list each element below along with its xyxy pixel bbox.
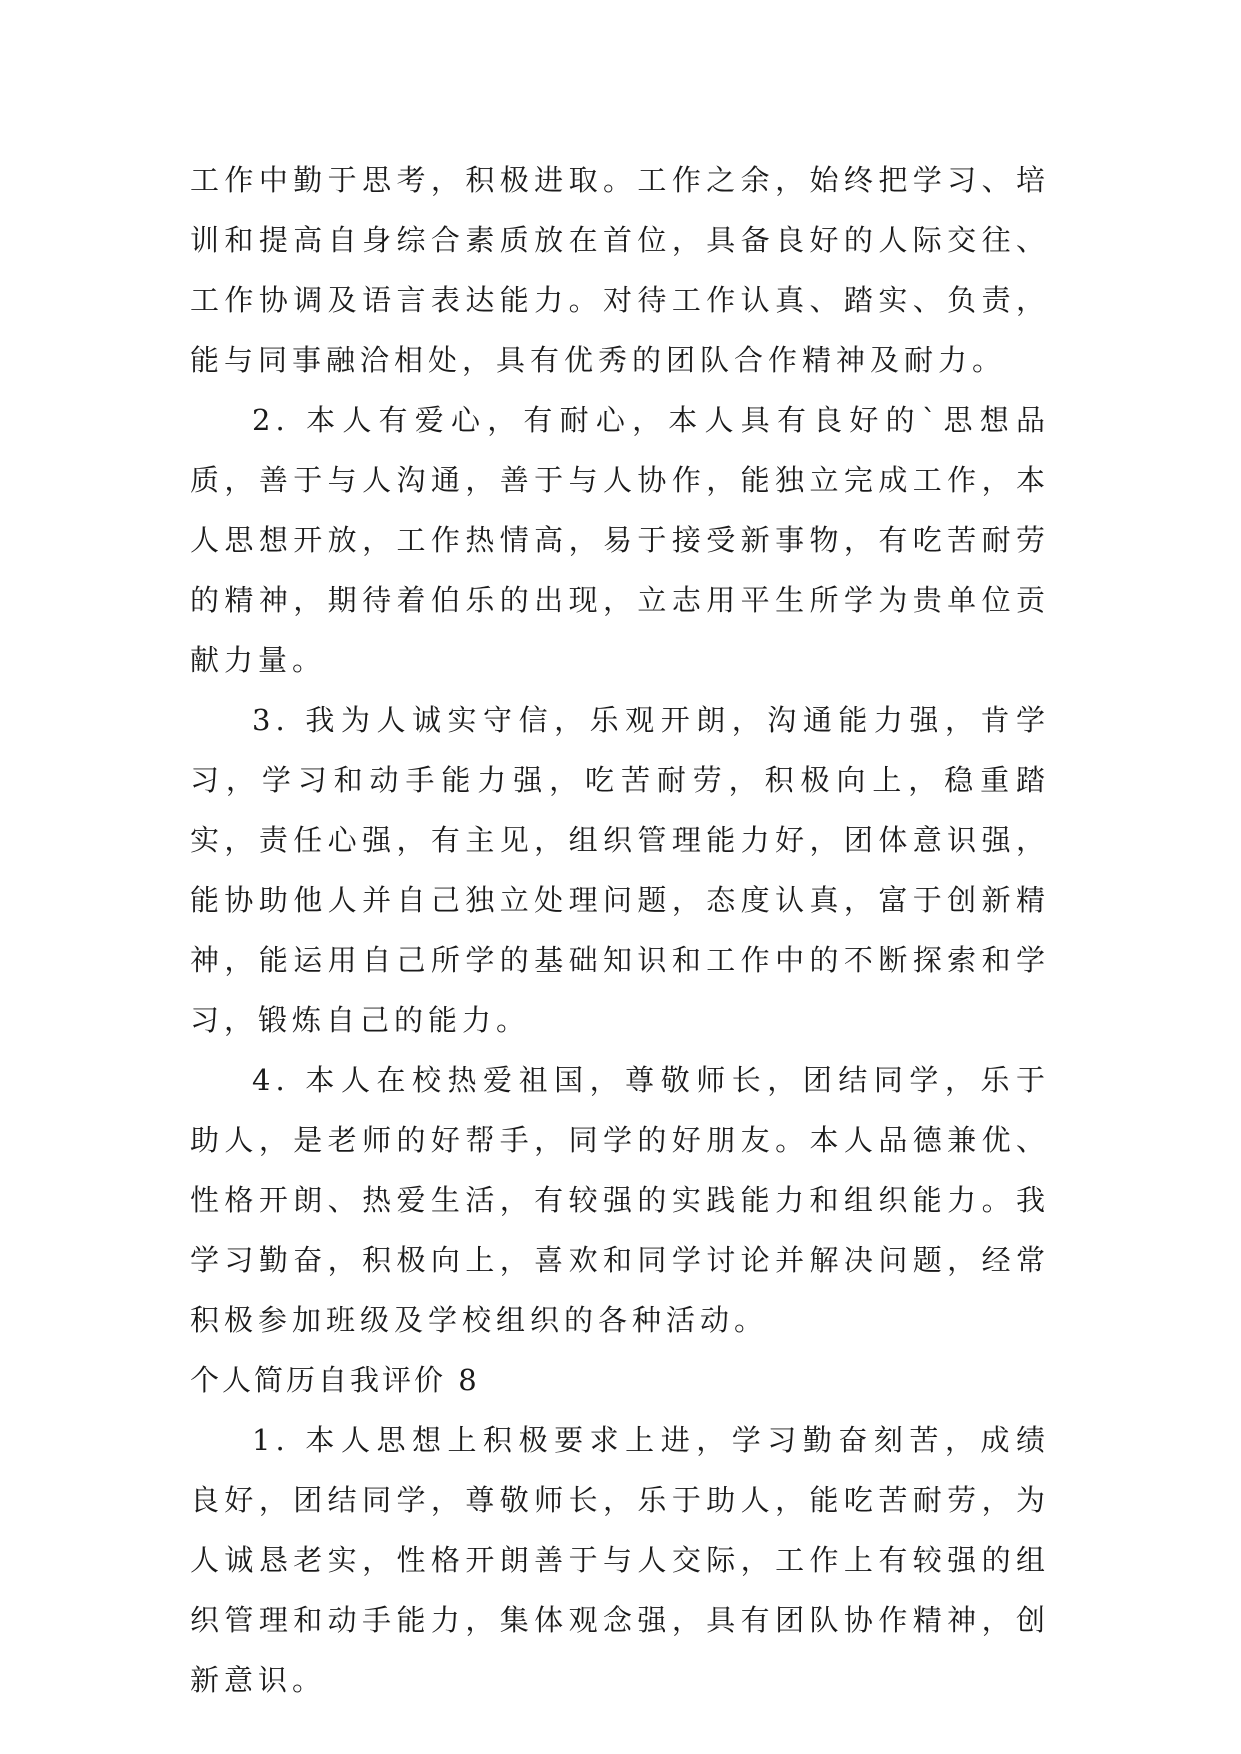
section-heading: 个人简历自我评价 8 [190, 1363, 480, 1397]
list-item-2: 2. 本人有爱心，有耐心，本人具有良好的`思想品质，善于与人沟通，善于与人协作，能独立完成工作，本人思想开放，工作热情高，易于接受新事物，有吃苦耐劳的精神，期待着伯乐的出现，立志用平生所学为贵单位贡献力量。 [190, 403, 1050, 677]
document-body [190, 150, 1050, 1710]
list-item-4: 4. 本人在校热爱祖国，尊敬师长，团结同学，乐于助人，是老师的好帮手，同学的好朋友。本人品德兼优、性格开朗、热爱生活，有较强的实践能力和组织能力。我学习勤奋，积极向上，喜欢和同学讨论并解决问题，经常积极参加班级及学校组织的各种活动。 [190, 1063, 1050, 1337]
paragraph-continuation: 工作中勤于思考，积极进取。工作之余，始终把学习、培训和提高自身综合素质放在首位，具备良好的人际交往、工作协调及语言表达能力。对待工作认真、踏实、负责，能与同事融洽相处，具有优秀的团队合作精神及耐力。 [190, 163, 1050, 377]
section-list-item-1: 1. 本人思想上积极要求上进，学习勤奋刻苦，成绩良好，团结同学，尊敬师长，乐于助人，能吃苦耐劳，为人诚恳老实，性格开朗善于与人交际，工作上有较强的组织管理和动手能力，集体观念强，具有团队协作精神，创新意识。 [190, 1423, 1050, 1697]
list-item-3: 3. 我为人诚实守信，乐观开朗，沟通能力强，肯学习，学习和动手能力强，吃苦耐劳，积极向上，稳重踏实，责任心强，有主见，组织管理能力好，团体意识强，能协助他人并自己独立处理问题，态度认真，富于创新精神，能运用自己所学的基础知识和工作中的不断探索和学习，锻炼自己的能力。 [190, 703, 1050, 1037]
